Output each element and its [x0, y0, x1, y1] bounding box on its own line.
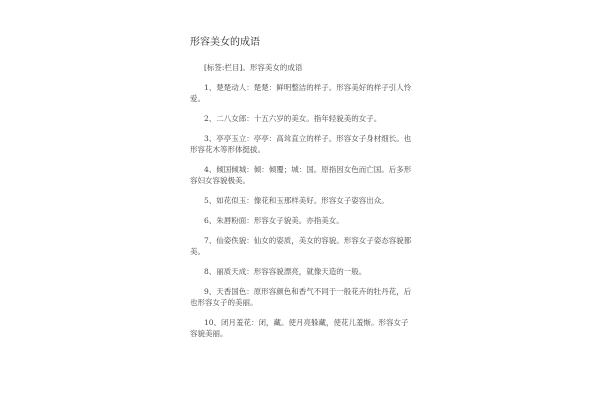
idiom-item-5: 5、如花似玉：像花和玉那样美好。形容女子姿容出众。 [204, 196, 389, 205]
idiom-item-10: 10、闭月羞花：闭，藏。使月亮躲藏，使花儿羞惭。形容女子容貌美丽。 [190, 318, 409, 338]
idiom-item-6: 6、朱唇粉面：形容女子貌美。亦指美女。 [204, 216, 344, 225]
idiom-item-2: 2、二八女郎：十五六岁的美女。指年轻貌美的女子。 [204, 114, 382, 123]
document-body [190, 36, 414, 348]
idiom-item-1: 1、楚楚动人：楚楚：鲜明整洁的样子。形容美好的样子引人怜爱。 [190, 83, 412, 103]
idiom-item-9: 9、天香国色：原形容颜色和香气不同于一般花卉的牡丹花，后也形容女子的美丽。 [190, 287, 412, 307]
idiom-item-4: 4、倾国倾城：倾：倾覆；城：国。原指因女色而亡国。后多形容妇女容貌极美。 [190, 165, 412, 185]
tag-line: [标签:栏目]。形容美女的成语 [204, 63, 303, 72]
idiom-item-8: 8、丽质天成：形容容貌漂亮，就像天造的一般。 [204, 267, 367, 276]
document-title: 形容美女的成语 [190, 37, 260, 48]
idiom-item-7: 7、仙姿佚貌：仙女的姿质，美女的容貌。形容女子姿态容貌都美。 [190, 236, 412, 256]
idiom-item-3: 3、亭亭玉立：亭亭：高耸直立的样子。形容女子身材细长。也形容花木等形体挺拔。 [190, 134, 412, 154]
